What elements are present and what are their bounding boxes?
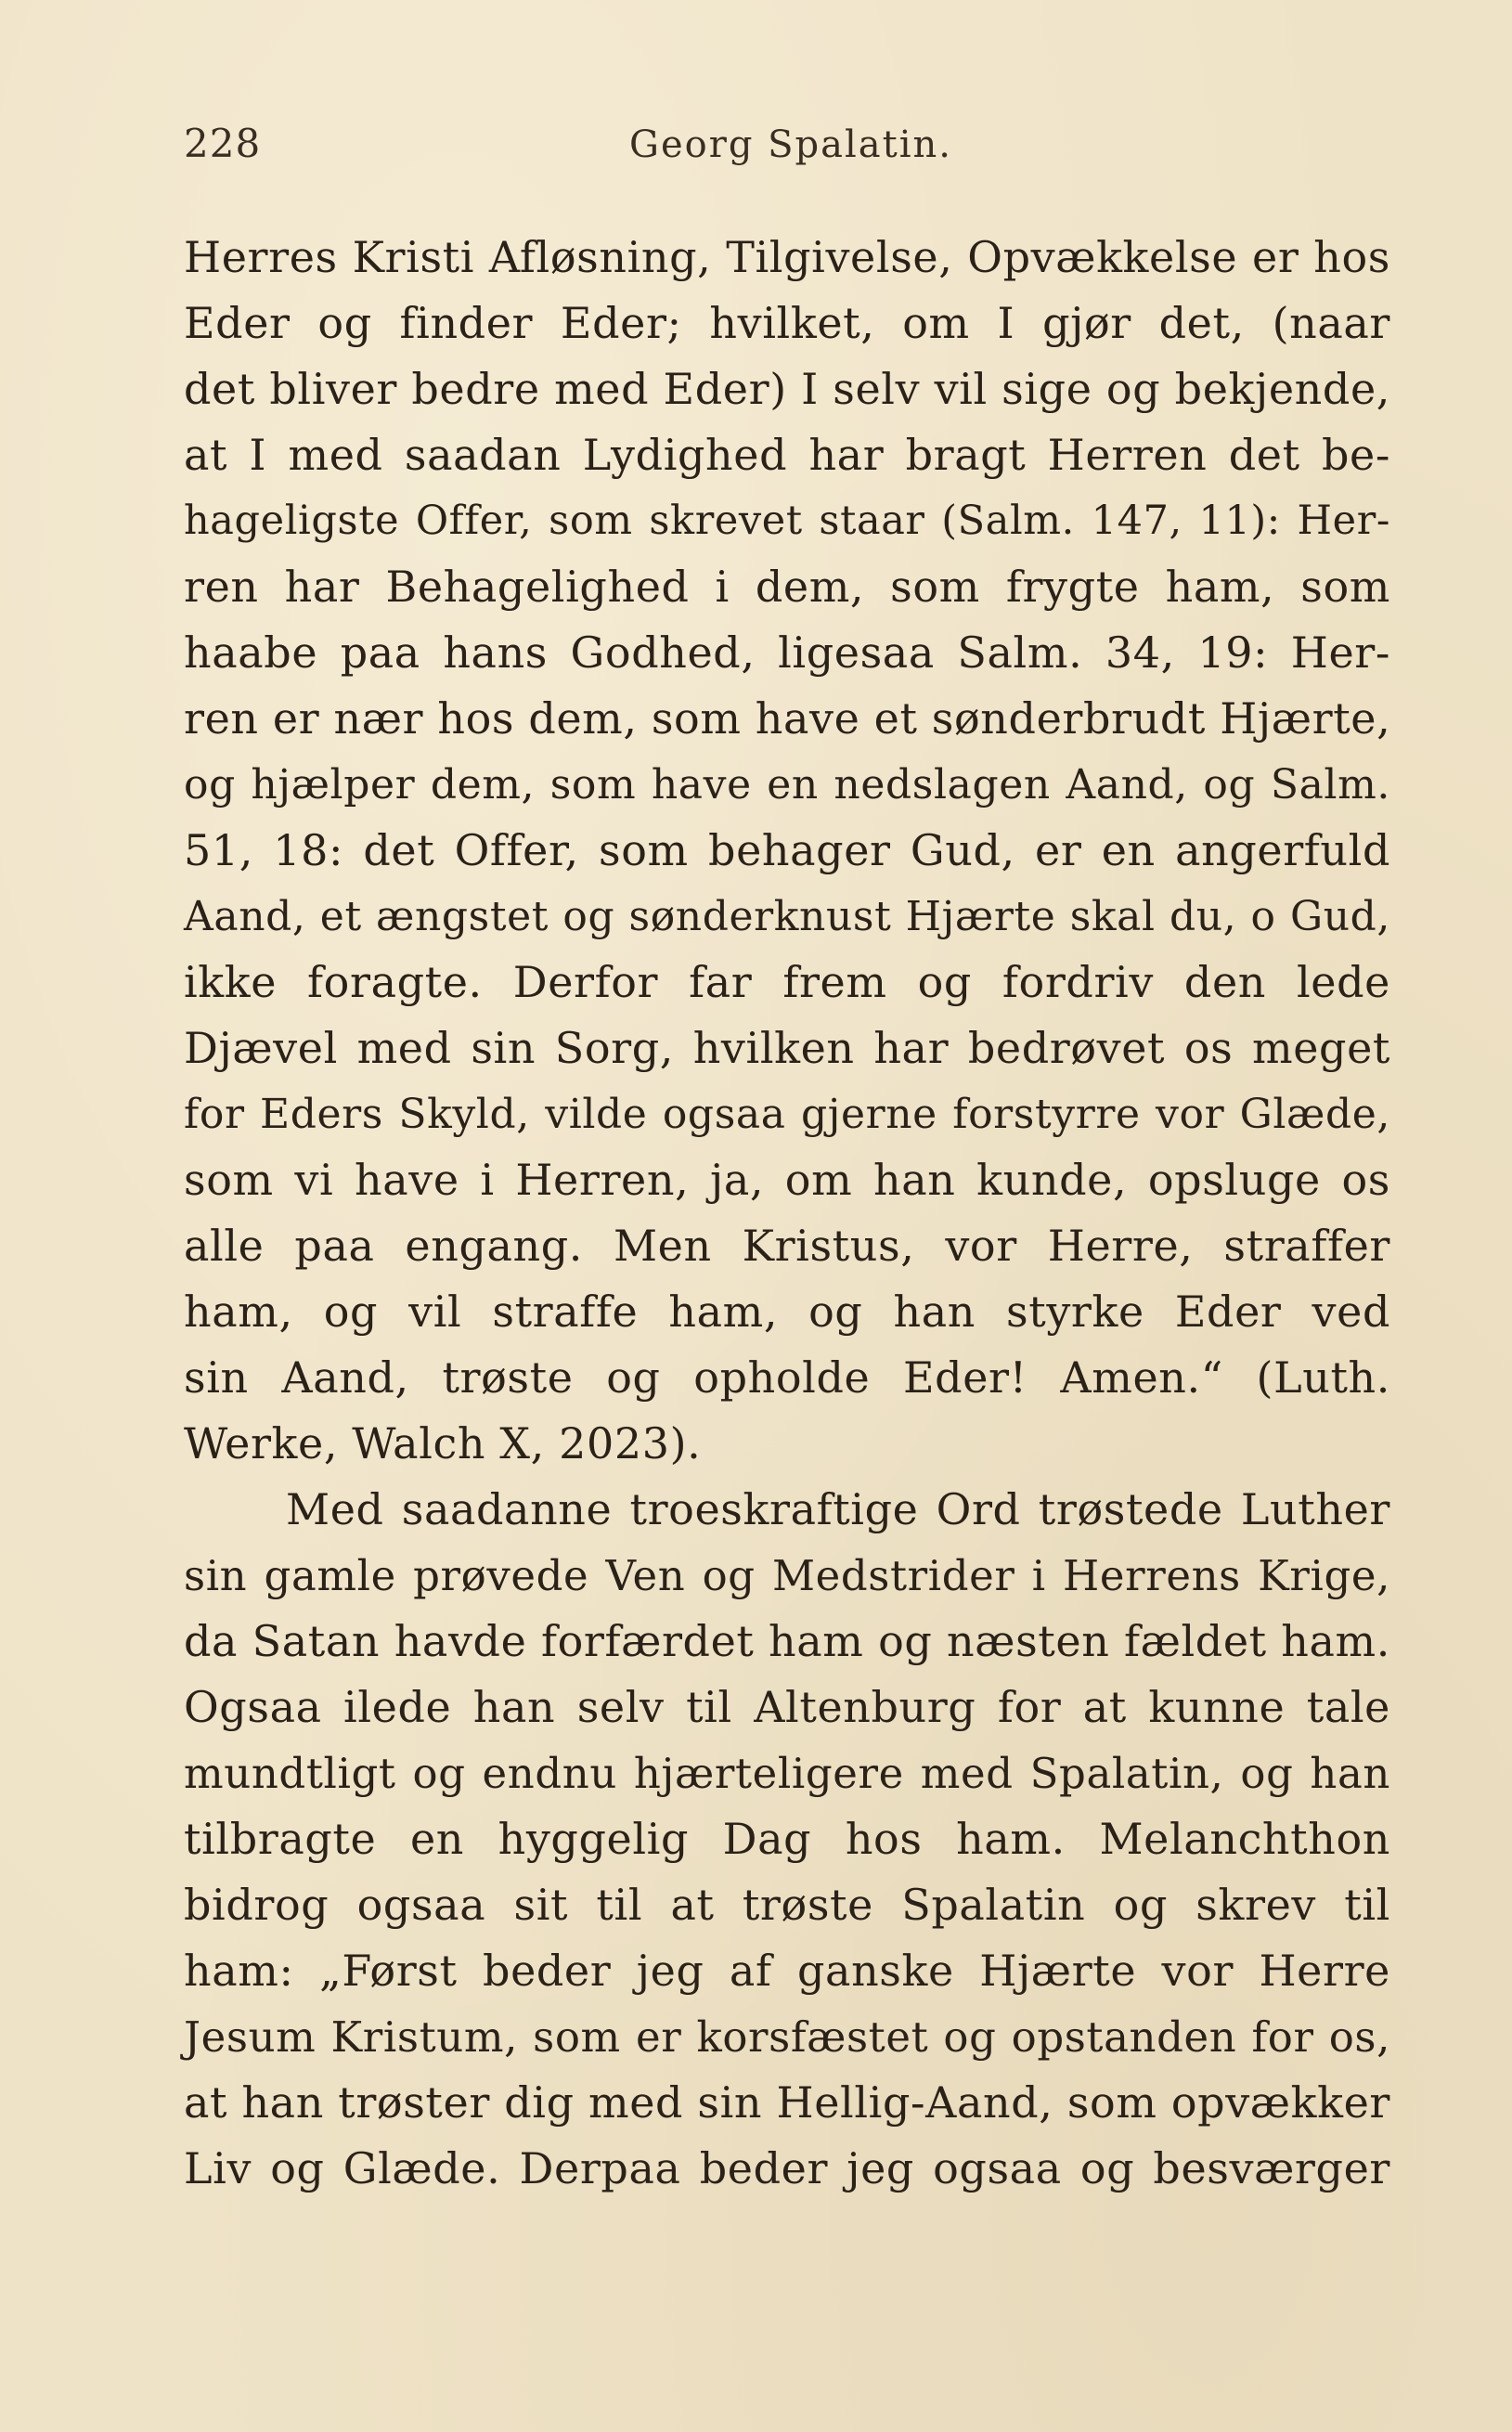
text-line: det bliver bedre med Eder) I selv vil sige og bekjende, — [184, 364, 1390, 414]
text-line: Djævel med sin Sorg, hvilken har bedrøvet os meget — [184, 1023, 1390, 1073]
text-line: alle paa engang. Men Kristus, vor Herre, straffer — [184, 1221, 1390, 1271]
text-line: sin gamle prøvede Ven og Medstrider i Herrens Krige, — [184, 1551, 1390, 1600]
text-line: mundtligt og endnu hjærteligere med Spalatin, og han — [184, 1749, 1390, 1798]
text-line: at han trøster dig med sin Hellig-Aand, som opvækker — [184, 2077, 1390, 2128]
page-number: 228 — [184, 121, 262, 166]
text-line: haabe paa hans Godhed, ligesaa Salm. 34, 19: Her- — [184, 627, 1390, 678]
text-line: ham, og vil straffe ham, og han styrke Eder ved — [184, 1287, 1390, 1337]
text-line: Eder og finder Eder; hvilket, om I gjør det, (naar — [184, 298, 1390, 348]
text-line: bidrog ogsaa sit til at trøste Spalatin og skrev til — [184, 1880, 1390, 1930]
text-line: Ogsaa ilede han selv til Altenburg for at kunne tale — [184, 1682, 1390, 1732]
text-line: for Eders Skyld, vilde ogsaa gjerne forstyrre vor Glæde, — [184, 1091, 1390, 1138]
text-line: Med saadanne troeskraftige Ord trøstede Luther — [286, 1484, 1390, 1534]
text-line: da Satan havde forfærdet ham og næsten fældet ham. — [184, 1616, 1390, 1666]
running-head: Georg Spalatin. — [629, 123, 952, 166]
page-header — [184, 121, 1390, 213]
text-line: Liv og Glæde. Derpaa beder jeg ogsaa og besværger — [184, 2143, 1390, 2193]
text-line: sin Aand, trøste og opholde Eder! Amen.“ (Luth. — [184, 1352, 1390, 1403]
text-line: hageligste Offer, som skrevet staar (Salm. 147, 11): Her- — [184, 498, 1390, 544]
text-line: tilbragte en hyggelig Dag hos ham. Melanchthon — [184, 1814, 1390, 1864]
book-page — [184, 121, 1390, 2202]
text-line: Herres Kristi Afløsning, Tilgivelse, Opvækkelse er hos — [184, 232, 1390, 282]
text-line: ham: „Først beder jeg af ganske Hjærte vor Herre — [184, 1946, 1390, 1996]
text-line: at I med saadan Lydighed har bragt Herren det be- — [184, 430, 1390, 480]
text-line: Aand, et ængstet og sønderknust Hjærte skal du, o Gud, — [184, 893, 1390, 940]
text-line: ren har Behagelighed i dem, som frygte ham, som — [184, 562, 1390, 612]
text-line: og hjælper dem, som have en nedslagen Aand, og Salm. — [184, 761, 1390, 809]
text-line: som vi have i Herren, ja, om han kunde, opsluge os — [184, 1155, 1390, 1205]
text-line: ikke foragte. Derfor far frem og fordriv den lede — [184, 957, 1390, 1007]
body-text — [184, 225, 1390, 2202]
text-line: 51, 18: det Offer, som behager Gud, er en angerfuld — [184, 825, 1390, 875]
text-line: ren er nær hos dem, som have et sønderbrudt Hjærte, — [184, 693, 1391, 744]
text-line: Werke, Walch X, 2023). — [184, 1418, 702, 1468]
text-line: Jesum Kristum, som er korsfæstet og opstanden for os, — [184, 2012, 1390, 2062]
